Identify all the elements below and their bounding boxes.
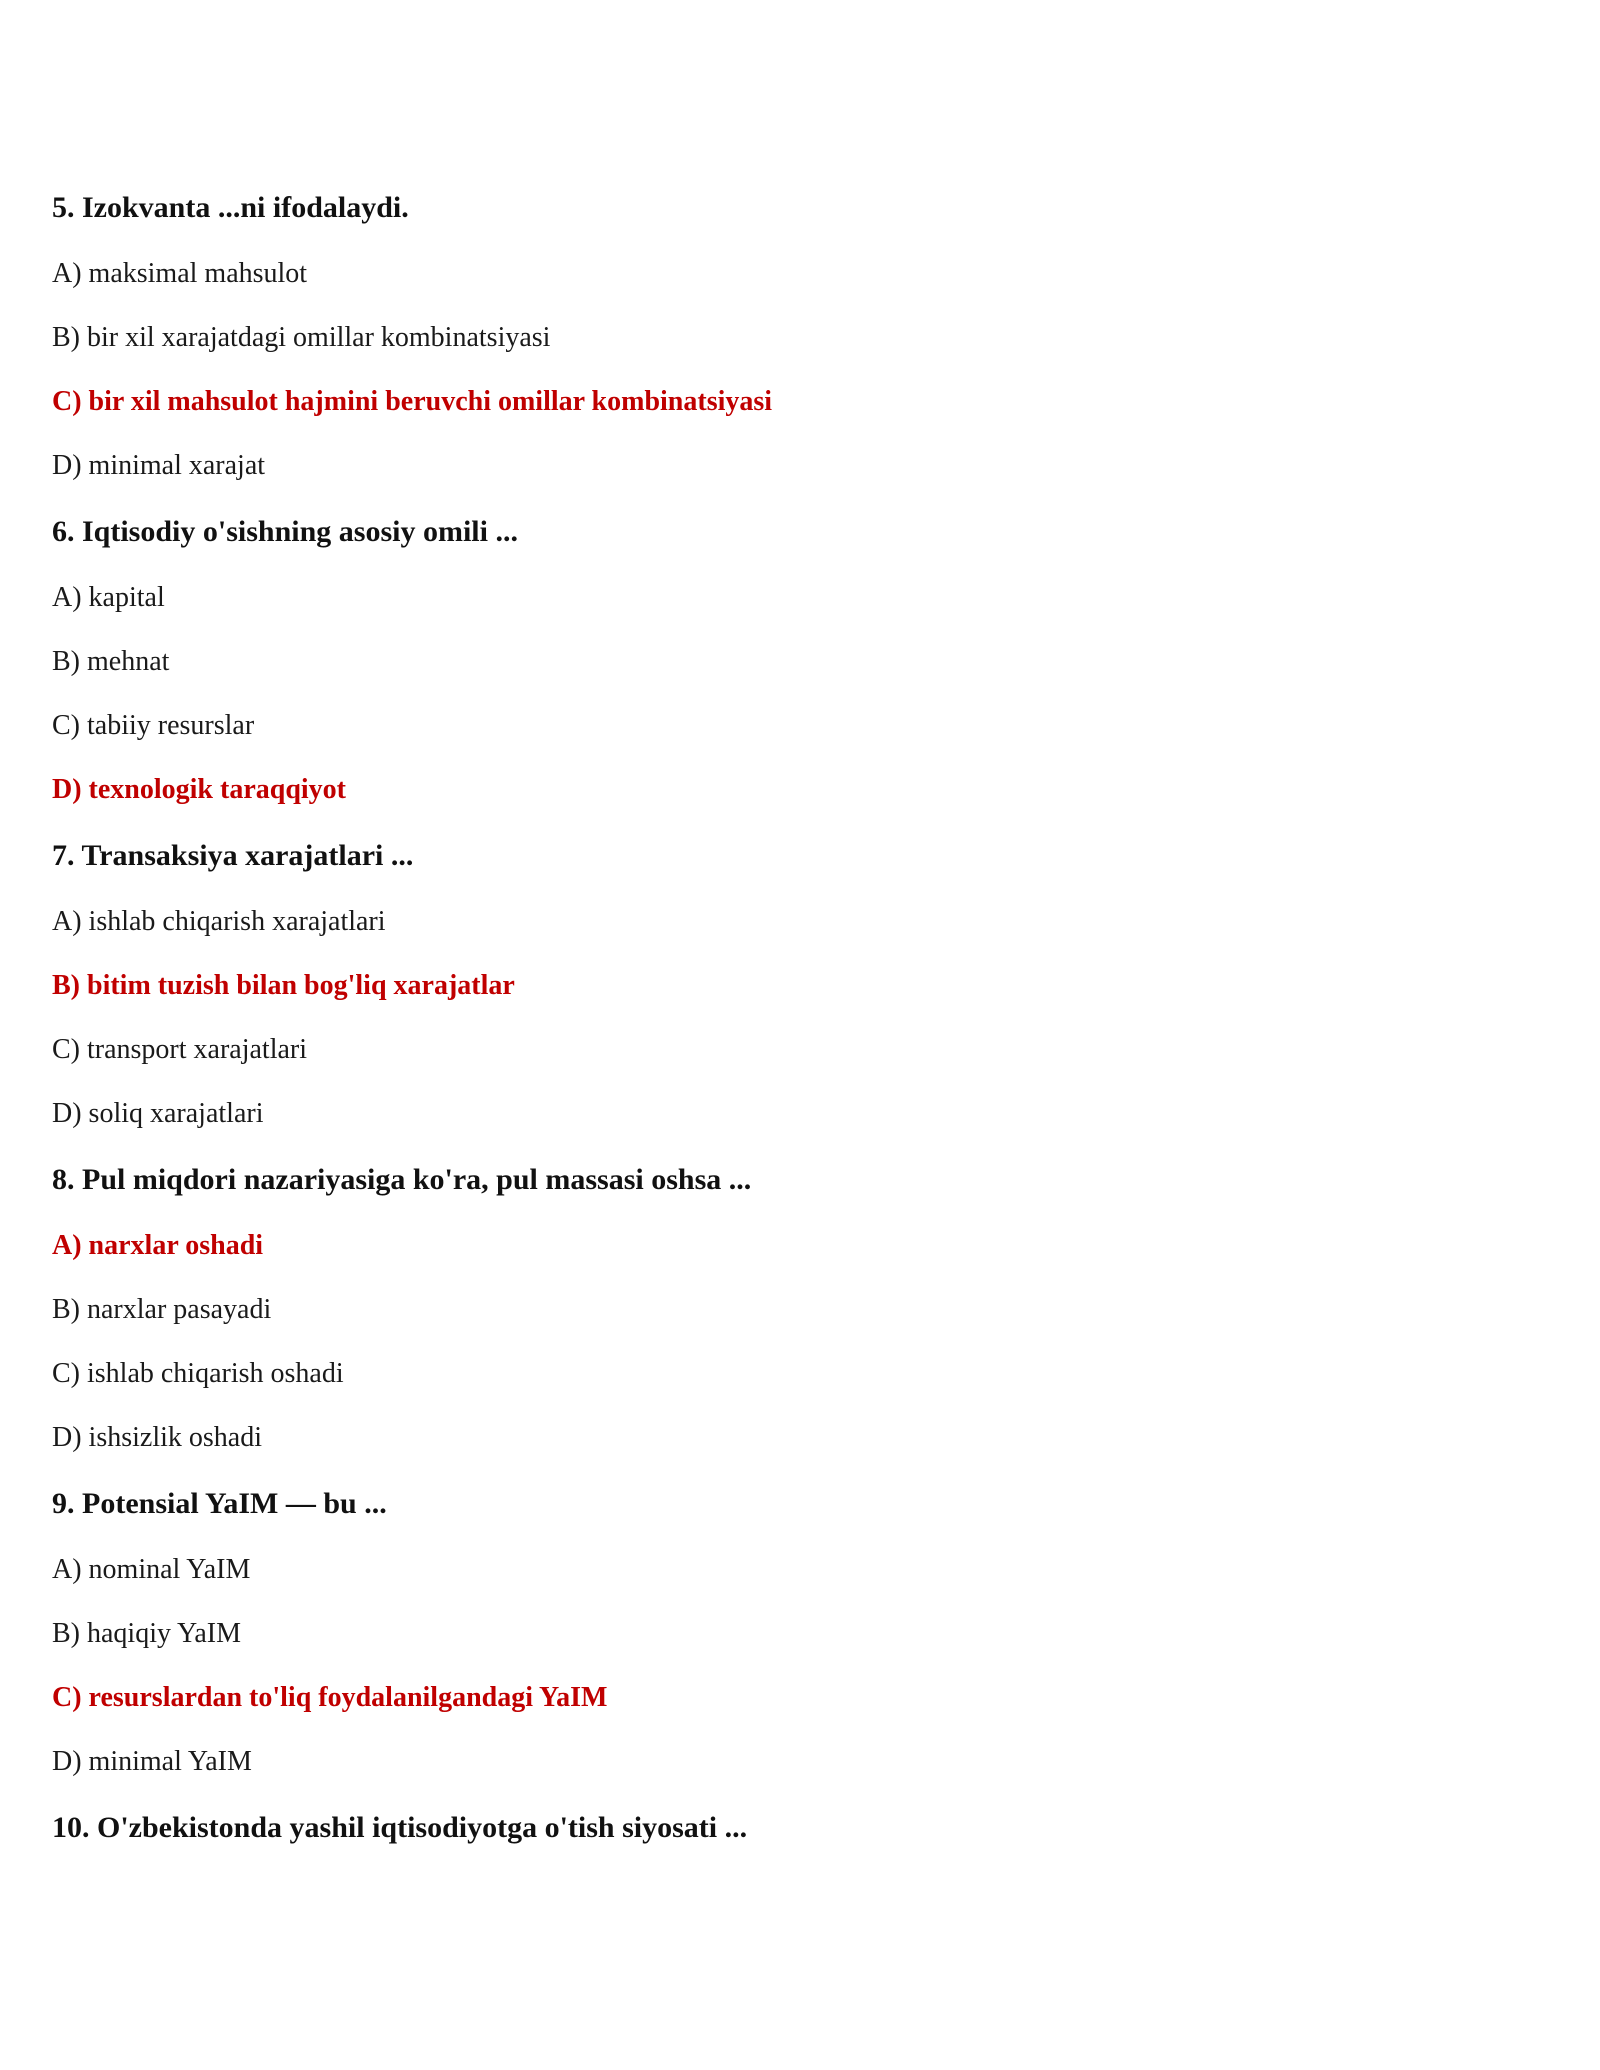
- option-8a-correct: A) narxlar oshadi: [52, 1230, 264, 1261]
- option-6d-correct: D) texnologik taraqqiyot: [52, 774, 346, 805]
- option-6c: C) tabiiy resurslar: [52, 710, 255, 741]
- question-7: 7. Transaksiya xarajatlari ...: [52, 839, 414, 872]
- question-5: 5. Izokvanta ...ni ifodalaydi.: [52, 191, 409, 224]
- option-9c-correct: C) resurslardan to'liq foydalanilgandagi YaIM: [52, 1682, 608, 1713]
- option-7a: A) ishlab chiqarish xarajatlari: [52, 906, 386, 937]
- option-6a: A) kapital: [52, 582, 165, 613]
- option-5b: B) bir xil xarajatdagi omillar kombinatsiyasi: [52, 322, 551, 353]
- option-5c-correct: C) bir xil mahsulot hajmini beruvchi omillar kombinatsiyasi: [52, 386, 773, 417]
- question-6: 6. Iqtisodiy o'sishning asosiy omili ...: [52, 515, 518, 548]
- option-9a: A) nominal YaIM: [52, 1554, 251, 1585]
- option-9d: D) minimal YaIM: [52, 1746, 252, 1777]
- option-6b: B) mehnat: [52, 646, 170, 677]
- option-8d: D) ishsizlik oshadi: [52, 1422, 262, 1453]
- option-7d: D) soliq xarajatlari: [52, 1098, 264, 1129]
- option-9b: B) haqiqiy YaIM: [52, 1618, 242, 1649]
- question-10: 10. O'zbekistonda yashil iqtisodiyotga o'tish siyosati ...: [52, 1811, 748, 1844]
- option-5a: A) maksimal mahsulot: [52, 258, 308, 289]
- option-7b-correct: B) bitim tuzish bilan bog'liq xarajatlar: [52, 970, 515, 1001]
- option-8b: B) narxlar pasayadi: [52, 1294, 272, 1325]
- question-9: 9. Potensial YaIM — bu ...: [52, 1487, 387, 1520]
- option-7c: C) transport xarajatlari: [52, 1034, 308, 1065]
- option-5d: D) minimal xarajat: [52, 450, 266, 481]
- option-8c: C) ishlab chiqarish oshadi: [52, 1358, 344, 1389]
- question-8: 8. Pul miqdori nazariyasiga ko'ra, pul massasi oshsa ...: [52, 1163, 752, 1196]
